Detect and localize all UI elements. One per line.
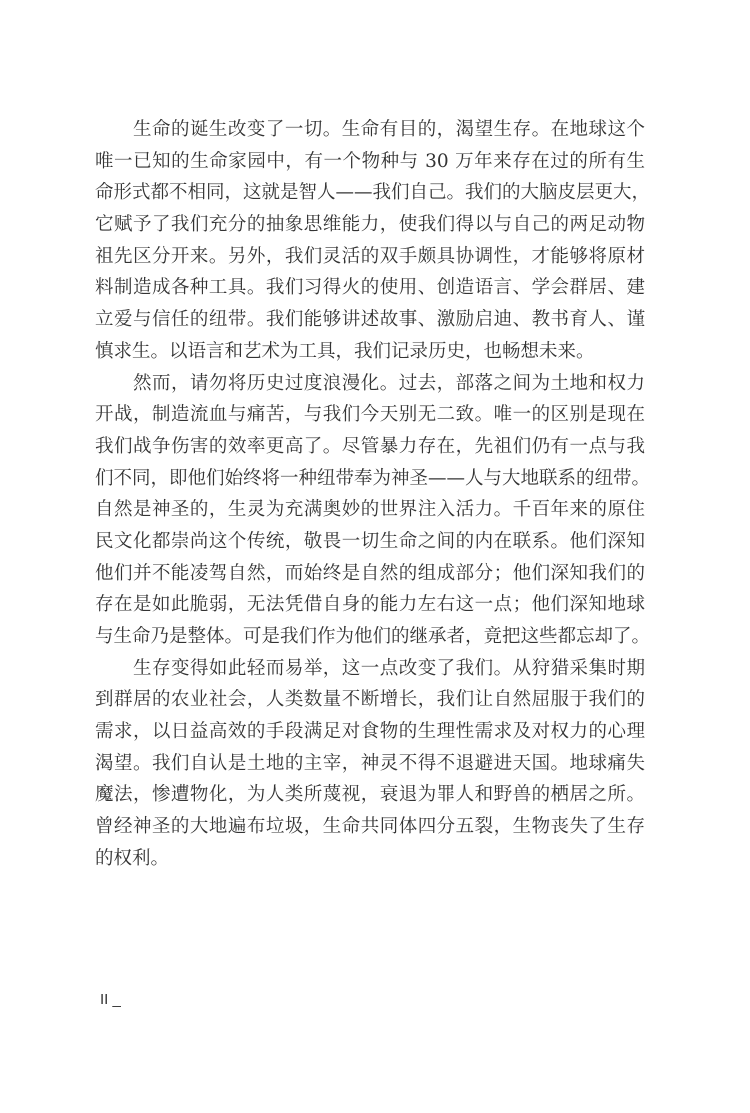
paragraph-2-line-2: 开战，制造流血与痛苦，与我们今天别无二致。唯一的区别是现在: [95, 404, 645, 426]
paragraph-3-line-4: 渴望。我们自认是土地的主宰，神灵不得不退避进天国。地球痛失: [95, 752, 645, 774]
paragraph-3-line-5: 魔法，惨遭物化，为人类所蔑视，衰退为罪人和野兽的栖居之所。: [95, 784, 645, 806]
body-text: [95, 114, 651, 875]
paragraph-1-line-6: 料制造成各种工具。我们习得火的使用、创造语言、学会群居、建: [95, 277, 645, 299]
paragraph-2-line-4: 们不同，即他们始终将一种纽带奉为神圣——人与大地联系的纽带。: [95, 467, 651, 489]
paragraph-3-line-6: 曾经神圣的大地遍布垃圾，生命共同体四分五裂，生物丧失了生存: [95, 816, 645, 838]
paragraph-1-line-4: 它赋予了我们充分的抽象思维能力，使我们得以与自己的两足动物: [95, 214, 645, 236]
paragraph-3-line-2: 到群居的农业社会，人类数量不断增长，我们让自然屈服于我们的: [95, 689, 645, 711]
paragraph-1-line-2: 唯一已知的生命家园中，有一个物种与 30 万年来存在过的所有生: [95, 150, 645, 172]
paragraph-2-line-5: 自然是神圣的，生灵为充满奥妙的世界注入活力。千百年来的原住: [95, 499, 645, 521]
paragraph-3-line-7: 的权利。: [95, 847, 170, 869]
paragraph-1-line-1: 生命的诞生改变了一切。生命有目的，渴望生存。在地球这个: [133, 119, 645, 140]
paragraph-1-line-3: 命形式都不相同，这就是智人——我们自己。我们的大脑皮层更大，: [95, 182, 651, 204]
paragraph-2-line-1: 然而，请勿将历史过度浪漫化。过去，部落之间为土地和权力: [133, 372, 645, 394]
paragraph-2-line-6: 民文化都崇尚这个传统，敬畏一切生命之间的内在联系。他们深知: [95, 530, 645, 552]
paragraph-3-line-3: 需求，以日益高效的手段满足对食物的生理性需求及对权力的心理: [95, 721, 645, 743]
page-number: II _: [100, 991, 121, 1008]
paragraph-1-line-8: 慎求生。以语言和艺术为工具，我们记录历史，也畅想未来。: [95, 340, 595, 362]
paragraph-2-line-7: 他们并不能凌驾自然，而始终是自然的组成部分；他们深知我们的: [95, 562, 645, 584]
paragraph-2-line-3: 我们战争伤害的效率更高了。尽管暴力存在，先祖们仍有一点与我: [95, 435, 645, 457]
paragraph-2-line-9: 与生命乃是整体。可是我们作为他们的继承者，竟把这些都忘却了。: [95, 626, 651, 647]
paragraph-3-line-1: 生存变得如此轻而易举，这一点改变了我们。从狩猎采集时期: [133, 657, 645, 679]
paragraph-2-line-8: 存在是如此脆弱，无法凭借自身的能力左右这一点；他们深知地球: [95, 594, 645, 616]
paragraph-1-line-7: 立爱与信任的纽带。我们能够讲述故事、激励启迪、教书育人、谨: [95, 309, 645, 331]
paragraph-1-line-5: 祖先区分开来。另外，我们灵活的双手颇具协调性，才能够将原材: [95, 245, 645, 267]
